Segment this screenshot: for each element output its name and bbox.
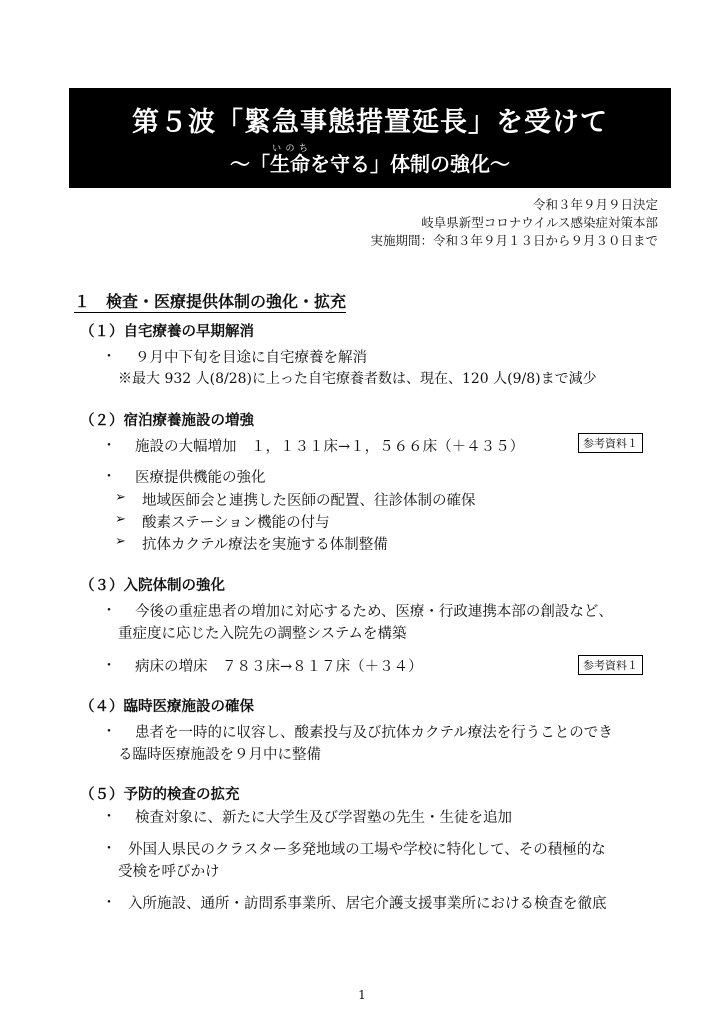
s1-item1: ９月中下旬を目途に自宅療養を解消 — [135, 350, 367, 366]
s3-item2: 病床の増床 ７８３床→８１７床（＋３４） — [135, 659, 423, 675]
subtitle-ruby-reading: いのち — [270, 144, 310, 154]
s1-note: ※最大 932 人(8/28)に上った自宅療養者数は、現在、120 人(9/8)まで減少 — [118, 371, 597, 387]
document-title: 第５波「緊急事態措置延長」を受けて — [132, 107, 608, 138]
bullet-mark: ・ — [102, 895, 116, 911]
bullet-mark: ・ — [102, 658, 116, 674]
subsection-4-heading: （４）臨時医療施設の確保 — [80, 699, 254, 715]
arrow-bullet-icon: ➢ — [115, 490, 126, 505]
subsection-2-heading: （２）宿泊療養施設の増強 — [80, 413, 254, 429]
arrow-bullet-icon: ➢ — [115, 534, 126, 549]
subtitle-prefix: ～「 — [230, 152, 270, 176]
title-banner — [69, 88, 671, 188]
meta-block — [370, 196, 658, 250]
s3-item1-line2: 重症度に応じた入院先の調整システムを構築 — [118, 626, 407, 642]
s5-item1: 検査対象に、新たに大学生及び学習塾の先生・生徒を追加 — [135, 810, 512, 826]
bullet-mark: ・ — [102, 724, 116, 740]
subsection-1-heading: （１）自宅療養の早期解消 — [80, 324, 254, 340]
section-number: １ — [74, 292, 91, 311]
s2-item2: 医療提供機能の強化 — [135, 470, 266, 486]
page-number: 1 — [358, 988, 366, 1002]
s2-item1: 施設の大幅増加 １，１３１床→１，５６６床（＋４３５） — [135, 439, 525, 455]
subtitle-ruby — [270, 144, 310, 176]
bullet-mark: ・ — [102, 438, 116, 454]
subsection-5-heading: （５）予防的検査の拡充 — [80, 787, 240, 803]
arrow-bullet-icon: ➢ — [115, 512, 126, 527]
bullet-mark: ・ — [102, 469, 116, 485]
section-title: 検査・医療提供体制の強化・拡充 — [106, 292, 347, 311]
reference-tag: 参考資料１ — [578, 433, 643, 453]
s5-item2-line1: 外国人県民のクラスター多発地域の工場や学校に特化して、その積極的な — [128, 842, 606, 858]
decision-date: 令和３年９月９日決定 — [532, 197, 658, 212]
subtitle-suffix: を守る」体制の強化～ — [310, 152, 510, 176]
bullet-mark: ・ — [102, 841, 116, 857]
section-heading — [74, 289, 346, 312]
s2-sub3: 抗体カクテル療法を実施する体制整備 — [142, 537, 388, 553]
subtitle-ruby-base: 生命 — [270, 152, 310, 176]
s4-item1-line1: 患者を一時的に収容し、酸素投与及び抗体カクテル療法を行うことのでき — [135, 725, 613, 741]
reference-tag: 参考資料１ — [578, 655, 643, 675]
bullet-mark: ・ — [102, 603, 116, 619]
s3-item1-line1: 今後の重症患者の増加に対応するため、医療・行政連携本部の創設など、 — [135, 604, 613, 620]
bullet-mark: ・ — [102, 349, 116, 365]
s4-item1-line2: る臨時医療施設を９月中に整備 — [118, 747, 321, 763]
issuer: 岐阜県新型コロナウイルス感染症対策本部 — [421, 215, 658, 230]
s5-item2-line2: 受検を呼びかけ — [118, 864, 220, 880]
s2-sub1: 地域医師会と連携した医師の配置、往診体制の確保 — [142, 493, 476, 509]
section-heading-underline — [74, 292, 346, 313]
bullet-mark: ・ — [102, 809, 116, 825]
document-subtitle — [69, 144, 671, 177]
implementation-period: 実施期間：令和３年９月１３日から９月３０日まで — [370, 233, 658, 248]
s2-sub2: 酸素ステーション機能の付与 — [142, 515, 330, 531]
s5-item3: 入所施設、通所・訪問系事業所、居宅介護支援事業所における検査を徹底 — [128, 896, 607, 912]
subsection-3-heading: （３）入院体制の強化 — [80, 578, 225, 594]
